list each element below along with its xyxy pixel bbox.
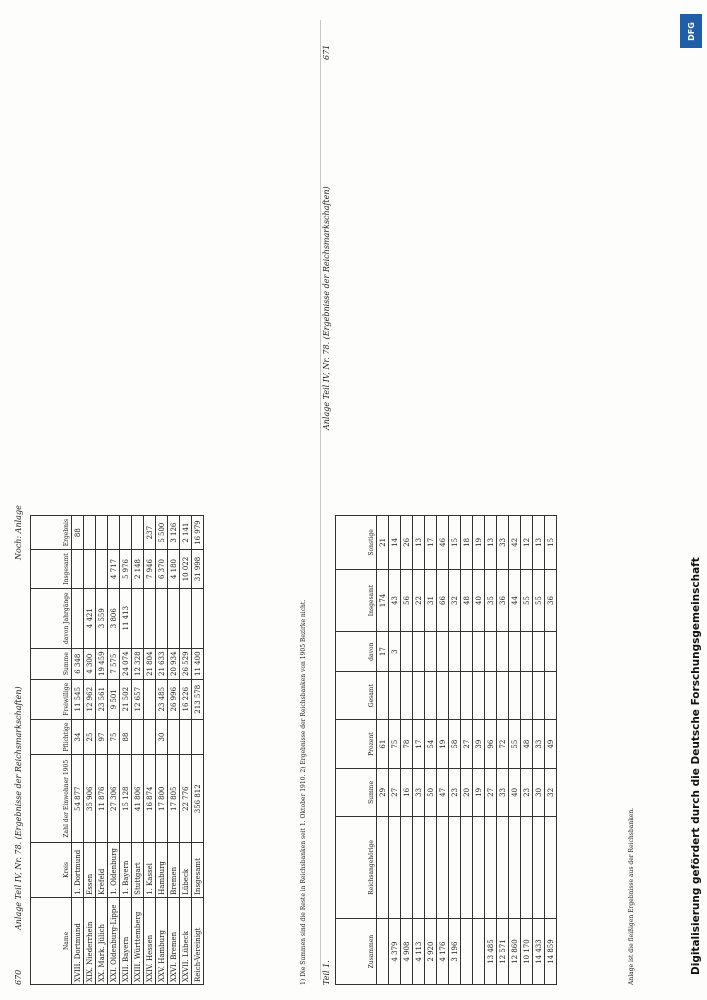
left-table-cell: XXII. Bayern <box>120 897 132 984</box>
left-table-cell: 1. Kassel <box>144 843 156 898</box>
right-table-cell <box>461 632 473 672</box>
right-table-cell: 14 433 <box>533 919 545 985</box>
right-section-label: Teil 1. <box>322 960 331 985</box>
left-table-cell: Bremen <box>168 843 180 898</box>
right-table-cell: 19 <box>437 720 449 769</box>
right-table-cell <box>377 919 389 985</box>
right-table-cell <box>413 672 425 720</box>
left-table-cell: 17 800 <box>156 755 168 843</box>
left-table-cell: XXVI. Bremen <box>168 897 180 984</box>
left-statistics-table <box>30 515 340 985</box>
right-table-cell <box>377 672 389 720</box>
right-table-cell <box>449 816 461 918</box>
left-table-cell: 54 877 <box>72 755 84 843</box>
left-table-cell: Hamburg <box>156 843 168 898</box>
right-running-title: Anlage Teil IV, Nr. 78. (Ergebnisse der Reichsmarkschaften) <box>322 186 331 430</box>
left-table-cell: 24 074 <box>120 648 132 679</box>
left-table-cell: 30 <box>156 719 168 755</box>
right-table-row <box>497 516 509 985</box>
right-table-cell <box>485 632 497 672</box>
right-table-row <box>485 516 497 985</box>
left-table-cell: 26 529 <box>180 648 192 679</box>
left-table-cell: 6 370 <box>156 550 168 589</box>
right-table-cell: 4 176 <box>437 919 449 985</box>
left-table-cell <box>132 516 144 550</box>
left-table-cell: Stuttgart <box>132 843 144 898</box>
right-table-row <box>509 516 521 985</box>
left-table-cell <box>84 516 96 550</box>
left-table-cell: 5 500 <box>156 516 168 550</box>
left-table-row <box>192 516 204 985</box>
left-table-cell: XXVII. Lübeck <box>180 897 192 984</box>
right-table-cell: 42 <box>509 516 521 570</box>
left-running-title: Anlage Teil IV, Nr. 78. (Ergebnisse der Reichsmarkschaften) <box>14 686 23 930</box>
right-table-row <box>461 516 473 985</box>
right-table-cell: 36 <box>545 569 557 631</box>
right-table-cell <box>521 672 533 720</box>
left-table-cell: 2 148 <box>132 550 144 589</box>
left-table-cell: 12 328 <box>132 648 144 679</box>
left-table-cell: XX. Mark. Jülich <box>96 897 108 984</box>
right-column-header: Prozent <box>336 720 377 769</box>
right-table-cell <box>473 632 485 672</box>
left-table-cell: 2 141 <box>180 516 192 550</box>
right-table-cell: 15 <box>545 516 557 570</box>
right-table-cell <box>425 632 437 672</box>
right-table-cell: 44 <box>509 569 521 631</box>
right-table-cell <box>401 816 413 918</box>
left-table-cell <box>72 550 84 589</box>
left-table-cell: Insgesamt <box>192 843 204 898</box>
right-table-row <box>533 516 545 985</box>
right-table-cell: 46 <box>437 516 449 570</box>
right-column-header: Insgesamt <box>336 569 377 631</box>
left-table-cell: 15 128 <box>120 755 132 843</box>
left-table-cell: 21 502 <box>120 679 132 719</box>
left-table-cell: 25 <box>84 719 96 755</box>
left-table-cell: 9 501 <box>108 679 120 719</box>
right-table-cell <box>437 632 449 672</box>
right-table-row <box>425 516 437 985</box>
right-table-cell: 36 <box>497 569 509 631</box>
left-table-cell: 1. Bayern <box>120 843 132 898</box>
right-table-cell: 58 <box>449 720 461 769</box>
right-table-cell: 14 <box>389 516 401 570</box>
right-table-cell: 96 <box>485 720 497 769</box>
left-table-cell <box>168 588 180 648</box>
right-table-cell <box>485 816 497 918</box>
right-table-cell <box>521 816 533 918</box>
right-table-cell <box>533 816 545 918</box>
right-table-cell: 40 <box>473 569 485 631</box>
right-table-cell <box>425 672 437 720</box>
left-table-cell: 22 776 <box>180 755 192 843</box>
left-table-cell: 27 306 <box>108 755 120 843</box>
dfg-logo-icon: DFG <box>680 14 702 48</box>
right-table-cell <box>533 672 545 720</box>
right-table-cell: 33 <box>533 720 545 769</box>
right-table-cell <box>377 816 389 918</box>
left-table-cell: 16 979 <box>192 516 204 550</box>
right-table-cell <box>401 632 413 672</box>
left-table-cell: 31 998 <box>192 550 204 589</box>
right-table-cell: 55 <box>521 569 533 631</box>
left-table-cell: 26 996 <box>168 679 180 719</box>
left-table-cell: 237 <box>144 516 156 550</box>
right-table-cell: 48 <box>521 720 533 769</box>
right-table-cell: 13 <box>413 516 425 570</box>
left-table-cell: 34 <box>72 719 84 755</box>
right-table-row <box>389 516 401 985</box>
right-table-header <box>336 516 377 985</box>
right-table-cell: 4 908 <box>401 919 413 985</box>
left-table-row <box>144 516 156 985</box>
right-table-cell: 32 <box>449 569 461 631</box>
left-column-header: Kreis <box>31 843 72 898</box>
right-table-cell: 47 <box>437 769 449 817</box>
left-table-cell: XIX. Niederrhein <box>84 897 96 984</box>
left-table-cell: 23 561 <box>96 679 108 719</box>
left-table-cell: 10 022 <box>180 550 192 589</box>
left-table-cell <box>144 719 156 755</box>
left-table-cell <box>132 719 144 755</box>
right-table-row <box>437 516 449 985</box>
right-table-cell: 39 <box>473 720 485 769</box>
right-table-cell: 54 <box>425 720 437 769</box>
right-table-cell: 22 <box>413 569 425 631</box>
left-table-cell: 16 874 <box>144 755 156 843</box>
right-table-cell <box>497 632 509 672</box>
left-table-cell: 12 962 <box>84 679 96 719</box>
left-table-cell: 11 400 <box>192 648 204 679</box>
right-table-cell <box>473 919 485 985</box>
right-table-cell: 21 <box>377 516 389 570</box>
right-table-cell: 2 920 <box>425 919 437 985</box>
left-table-cell: 23 485 <box>156 679 168 719</box>
left-table-row <box>156 516 168 985</box>
right-table-cell: 13 485 <box>485 919 497 985</box>
right-table-cell <box>473 816 485 918</box>
right-table-cell: 72 <box>497 720 509 769</box>
right-table-cell <box>509 816 521 918</box>
right-table-row <box>401 516 413 985</box>
right-table-cell: 3 <box>389 632 401 672</box>
right-table-cell: 61 <box>377 720 389 769</box>
right-table-cell <box>461 672 473 720</box>
left-table-row <box>96 516 108 985</box>
right-table-cell: 3 196 <box>449 919 461 985</box>
right-table-cell: 19 <box>473 769 485 817</box>
right-table-row <box>473 516 485 985</box>
right-table-cell <box>389 672 401 720</box>
left-table-cell <box>144 588 156 648</box>
right-table-row <box>377 516 389 985</box>
right-table-cell <box>509 632 521 672</box>
left-table-cell <box>72 588 84 648</box>
left-table-cell: 21 804 <box>144 648 156 679</box>
right-table-cell <box>461 919 473 985</box>
right-table-cell: 23 <box>449 769 461 817</box>
right-table-cell: 30 <box>533 769 545 817</box>
left-page-number: 670 <box>14 969 23 985</box>
right-table-cell: 4 113 <box>413 919 425 985</box>
right-table-cell <box>545 632 557 672</box>
left-table-cell: 11 876 <box>96 755 108 843</box>
right-table-row <box>413 516 425 985</box>
right-table-cell: 17 <box>377 632 389 672</box>
right-table-cell: 66 <box>437 569 449 631</box>
left-table-cell: 11 413 <box>120 588 132 648</box>
left-table-cell <box>108 516 120 550</box>
left-table-cell: 4 421 <box>84 588 96 648</box>
right-table-cell: 15 <box>449 516 461 570</box>
right-table-cell: 16 <box>401 769 413 817</box>
right-table-cell: 33 <box>497 516 509 570</box>
right-column-header: davon <box>336 632 377 672</box>
right-footnote: Anlage ist die fleißigen Ergebnisse aus der Reichsbanken. <box>628 807 635 985</box>
left-column-header: Insgesamt <box>31 550 72 589</box>
left-table-cell: Krefeld <box>96 843 108 898</box>
left-table-cell: 4 180 <box>168 550 180 589</box>
left-table-cell <box>84 550 96 589</box>
right-table-cell <box>545 672 557 720</box>
right-column-header: Reichsangehörige <box>336 816 377 918</box>
left-table-cell: 11 545 <box>72 679 84 719</box>
left-table-cell: 5 976 <box>120 550 132 589</box>
left-table-cell: 16 226 <box>180 679 192 719</box>
left-table-row <box>108 516 120 985</box>
left-column-header: Zahl der Einwohner 1905 <box>31 755 72 843</box>
left-table-cell: 88 <box>120 719 132 755</box>
left-column-header: Summe <box>31 648 72 679</box>
right-table-cell: 23 <box>521 769 533 817</box>
left-table-cell: 20 934 <box>168 648 180 679</box>
right-table-cell: 174 <box>377 569 389 631</box>
left-table-cell: 12 657 <box>132 679 144 719</box>
right-table-cell <box>449 672 461 720</box>
right-table-cell <box>449 632 461 672</box>
left-table-row <box>84 516 96 985</box>
right-table-cell: 27 <box>389 769 401 817</box>
right-table-cell: 56 <box>401 569 413 631</box>
right-table-cell: 4 379 <box>389 919 401 985</box>
left-table-cell: 88 <box>72 516 84 550</box>
left-table-cell: 41 806 <box>132 755 144 843</box>
right-column-header: Sonstige <box>336 516 377 570</box>
right-page-number: 671 <box>322 44 331 60</box>
right-table-cell: 17 <box>413 720 425 769</box>
left-table-cell <box>132 588 144 648</box>
right-table-cell <box>437 816 449 918</box>
left-table-cell <box>180 719 192 755</box>
right-table-cell: 17 <box>425 516 437 570</box>
left-table-cell: 4 717 <box>108 550 120 589</box>
right-table-cell: 33 <box>497 769 509 817</box>
left-column-header: Pflichtige <box>31 719 72 755</box>
right-table-cell: 49 <box>545 720 557 769</box>
right-table-cell: 14 859 <box>545 919 557 985</box>
right-table-cell: 50 <box>425 769 437 817</box>
left-section-label: Noch: Anlage <box>14 505 23 560</box>
right-table-cell: 43 <box>389 569 401 631</box>
left-table-cell: XXIV. Hessen <box>144 897 156 984</box>
right-table-cell: 48 <box>461 569 473 631</box>
left-table-cell <box>180 588 192 648</box>
left-table-cell: 97 <box>96 719 108 755</box>
left-table-cell: 75 <box>108 719 120 755</box>
right-table-cell <box>389 816 401 918</box>
right-table-cell <box>425 816 437 918</box>
left-table-row <box>180 516 192 985</box>
left-column-header: Name <box>31 897 72 984</box>
right-table-row <box>545 516 557 985</box>
left-table-cell: 19 459 <box>96 648 108 679</box>
left-table-cell: 35 906 <box>84 755 96 843</box>
right-table-cell: 12 860 <box>509 919 521 985</box>
left-table-cell: 213 578 <box>192 679 204 719</box>
left-table-cell: 7 575 <box>108 648 120 679</box>
right-table-cell: 31 <box>425 569 437 631</box>
left-table-cell: 3 806 <box>108 588 120 648</box>
left-table-cell: 3 126 <box>168 516 180 550</box>
left-table-row <box>120 516 132 985</box>
right-table-cell: 27 <box>485 769 497 817</box>
left-table-cell: XXI. Oldenburg-Lippe <box>108 897 120 984</box>
left-table-cell: 7 946 <box>144 550 156 589</box>
right-table-row <box>449 516 461 985</box>
right-table-cell: 13 <box>485 516 497 570</box>
right-table-cell: 26 <box>401 516 413 570</box>
left-table-cell <box>144 679 156 719</box>
right-table-cell <box>533 632 545 672</box>
left-table-cell <box>120 516 132 550</box>
right-table-cell: 18 <box>461 516 473 570</box>
left-footnote: 1) Die Summen sind die Reste in Reichsbanken seit 1. Oktober 1910. 2) Ergebnisse der Reichsbanken von 1905 Bezirke nicht. <box>300 599 307 985</box>
left-table-cell: XXV. Hamburg <box>156 897 168 984</box>
right-table-cell <box>509 672 521 720</box>
right-table-row <box>521 516 533 985</box>
right-table-cell <box>497 672 509 720</box>
left-table-cell: 356 812 <box>192 755 204 843</box>
left-table-cell: XVIII. Dortmund <box>72 897 84 984</box>
left-table-cell: Reich-Vereinigt <box>192 897 204 984</box>
left-table-cell <box>96 516 108 550</box>
left-table-cell <box>156 588 168 648</box>
right-table-cell <box>461 816 473 918</box>
left-table-header <box>31 516 72 985</box>
left-table-cell: 3 559 <box>96 588 108 648</box>
left-table-cell: 6 348 <box>72 648 84 679</box>
right-table-cell <box>413 632 425 672</box>
left-table-cell <box>168 719 180 755</box>
right-table-cell <box>521 632 533 672</box>
right-statistics-table <box>335 515 645 985</box>
right-table-cell <box>473 672 485 720</box>
right-table-cell: 78 <box>401 720 413 769</box>
right-table-cell: 75 <box>389 720 401 769</box>
right-table-cell: 35 <box>485 569 497 631</box>
right-table-cell <box>413 816 425 918</box>
left-column-header: Freiwillige <box>31 679 72 719</box>
right-table-cell: 19 <box>473 516 485 570</box>
left-table-cell <box>192 719 204 755</box>
right-table-cell: 20 <box>461 769 473 817</box>
right-table-cell <box>485 672 497 720</box>
right-table-cell <box>437 672 449 720</box>
right-table-cell: 10 170 <box>521 919 533 985</box>
right-table-cell: 27 <box>461 720 473 769</box>
right-table-cell: 32 <box>545 769 557 817</box>
left-table-cell <box>192 588 204 648</box>
right-table-cell <box>497 816 509 918</box>
left-table-cell: 21 633 <box>156 648 168 679</box>
left-table-row <box>72 516 84 985</box>
right-table-cell: 29 <box>377 769 389 817</box>
right-table-cell: 33 <box>413 769 425 817</box>
left-table-cell: XXIII. Württemberg <box>132 897 144 984</box>
dfg-watermark-text: Digitalisierung gefördert durch die Deutsche Forschungsgemeinschaft <box>690 557 702 975</box>
left-table-row <box>168 516 180 985</box>
right-table-cell <box>545 816 557 918</box>
page-gutter <box>320 20 321 980</box>
left-table-row <box>132 516 144 985</box>
left-column-header: davon Jahrgänge <box>31 588 72 648</box>
right-table-cell: 40 <box>509 769 521 817</box>
right-table-cell: 12 <box>521 516 533 570</box>
left-table-cell: 17 805 <box>168 755 180 843</box>
right-table-cell: 55 <box>509 720 521 769</box>
left-table-cell: Lübeck <box>180 843 192 898</box>
left-column-header: Ergebnis <box>31 516 72 550</box>
left-table-cell: 1. Dortmund <box>72 843 84 898</box>
left-table-cell: Essen <box>84 843 96 898</box>
right-table-cell: 12 571 <box>497 919 509 985</box>
right-table-cell <box>401 672 413 720</box>
right-column-header: Gesamt <box>336 672 377 720</box>
right-column-header: Zusammen <box>336 919 377 985</box>
right-table-cell: 13 <box>533 516 545 570</box>
right-table-cell: 55 <box>533 569 545 631</box>
right-column-header: Summe <box>336 769 377 817</box>
left-table-cell <box>96 550 108 589</box>
left-table-cell: 1. Oldenburg <box>108 843 120 898</box>
left-table-cell: 4 300 <box>84 648 96 679</box>
